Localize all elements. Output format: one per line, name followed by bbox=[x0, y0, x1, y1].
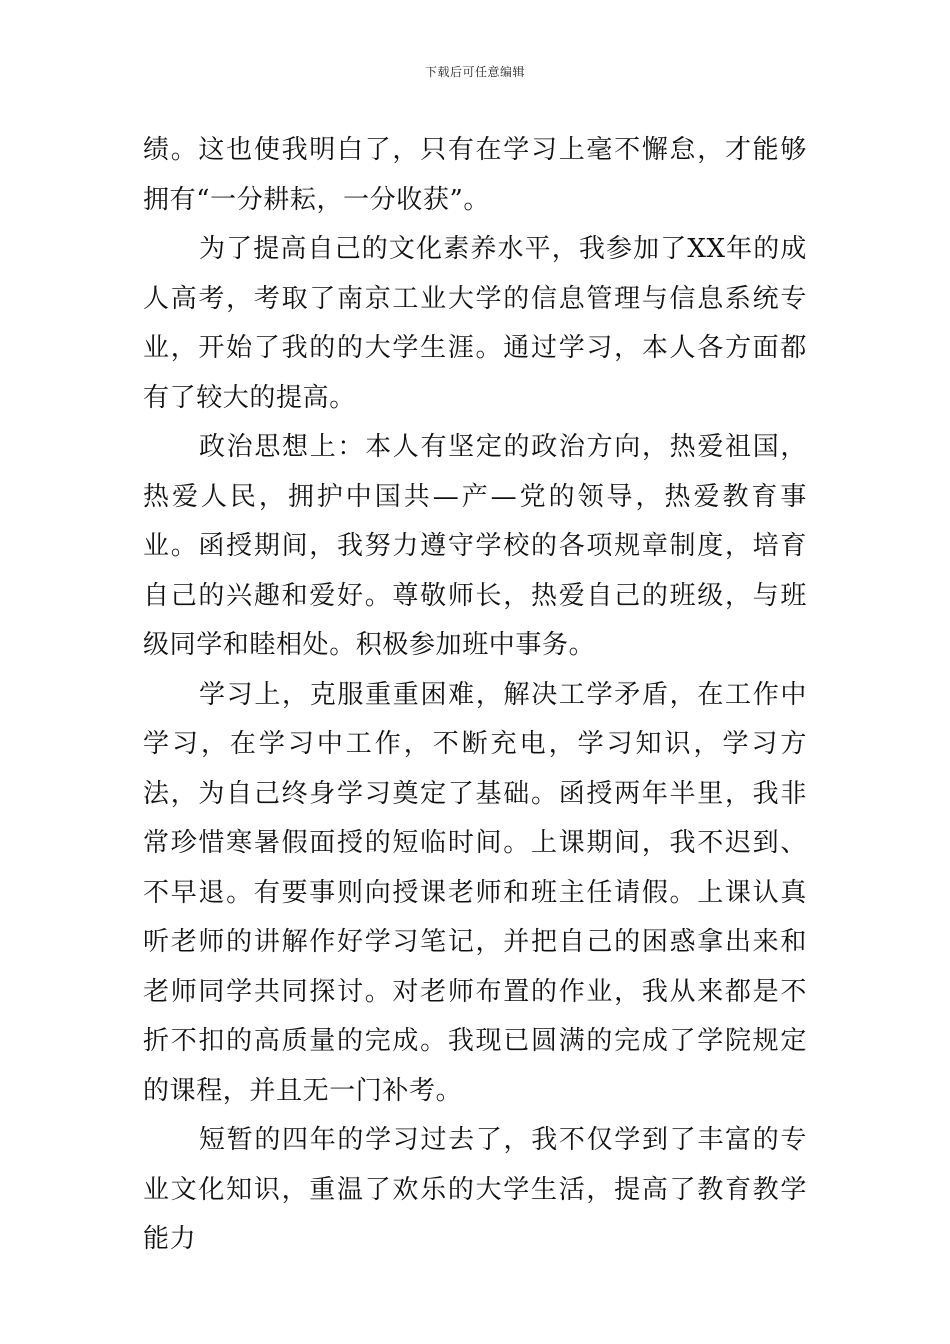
page-header-note: 下载后可任意编辑 bbox=[424, 65, 525, 79]
paragraph-political-thought: 政治思想上：本人有坚定的政治方向，热爱祖国，热爱人民，拥护中国共—产—党的领导，热爱教育事业。函授期间，我努力遵守学校的各项规章制度，培育自己的兴趣和爱好。尊敬师长，热爱自己的班级，与班级同学和睦相处。积极参加班中事务。 bbox=[143, 432, 807, 660]
paragraph-adult-exam: 为了提高自己的文化素养水平，我参加了XX年的成人高考，考取了南京工业大学的信息管理与信息系统专业，开始了我的的大学生涯。通过学习，本人各方面都有了较大的提高。 bbox=[143, 234, 807, 413]
document-body bbox=[143, 126, 807, 1265]
paragraph-summary: 短暂的四年的学习过去了，我不仅学到了丰富的专业文化知识，重温了欢乐的大学生活，提高了教育教学能力 bbox=[143, 1125, 807, 1254]
paragraph-study: 学习上，克服重重困难，解决工学矛盾，在工作中学习，在学习中工作，不断充电，学习知识，学习方法，为自己终身学习奠定了基础。函授两年半里，我非常珍惜寒暑假面授的短临时间。上课期间，我不迟到、不早退。有要事则向授课老师和班主任请假。上课认真听老师的讲解作好学习笔记，并把自己的困惑拿出来和老师同学共同探讨。对老师布置的作业，我从来都是不折不扣的高质量的完成。我现已圆满的完成了学院规定的课程，并且无一门补考。 bbox=[143, 679, 807, 1106]
paragraph-continuation: 绩。这也使我明白了，只有在学习上毫不懈怠，才能够拥有“一分耕耘，一分收获”。 bbox=[143, 135, 807, 215]
